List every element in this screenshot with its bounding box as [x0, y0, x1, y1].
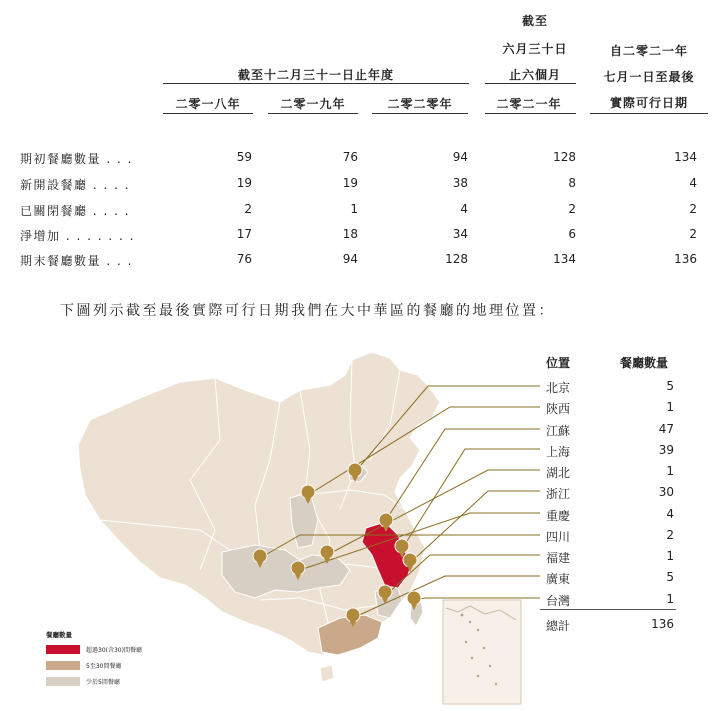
year-header-2019: 二零一九年 [280, 97, 346, 111]
legend-item [46, 659, 166, 673]
cell: 76 [236, 252, 252, 266]
row-label: 期末餐廳數量 . . . [20, 254, 133, 268]
location-count: 2 [666, 528, 674, 542]
cell: 34 [452, 227, 468, 241]
cell: 38 [452, 176, 468, 190]
location-name: 福建 [546, 551, 571, 565]
location-name: 浙江 [546, 487, 571, 501]
location-name: 重慶 [546, 509, 571, 523]
location-name: 台灣 [546, 594, 571, 608]
table-row [0, 252, 723, 272]
location-count: 39 [658, 443, 674, 457]
total-count: 136 [651, 617, 674, 631]
cell: 94 [452, 150, 468, 164]
year-header-2018: 二零一八年 [175, 97, 241, 111]
cell: 4 [689, 176, 697, 190]
col4-header-rule [485, 83, 576, 84]
location-name: 上海 [546, 445, 571, 459]
legend-title: 餐廳數量 [46, 631, 72, 639]
cell: 2 [568, 202, 576, 216]
legend-swatch-red [46, 645, 80, 654]
location-count: 30 [658, 485, 674, 499]
year-header-2020: 二零二零年 [387, 97, 453, 111]
list-item [546, 485, 676, 503]
location-count: 1 [666, 464, 674, 478]
cell: 18 [342, 227, 358, 241]
list-item [546, 422, 676, 440]
total-label: 總計 [546, 619, 571, 633]
cell: 17 [236, 227, 252, 241]
table-row [0, 227, 723, 247]
location-name: 廣東 [546, 572, 571, 586]
list-item [546, 570, 676, 588]
cell: 2 [244, 202, 252, 216]
cell: 6 [568, 227, 576, 241]
total-row [546, 617, 676, 635]
year-rule-2020 [372, 113, 468, 114]
list-item [546, 379, 676, 397]
legend-label: 少於5間餐廳 [86, 679, 120, 686]
list-item [546, 592, 676, 610]
location-name: 江蘇 [546, 424, 571, 438]
col5-header-line3: 實際可行日期 [609, 96, 688, 110]
group-header-rule [163, 83, 469, 84]
col5-header-line1: 自二零二一年 [609, 44, 688, 58]
location-name: 湖北 [546, 466, 571, 480]
location-count: 47 [658, 422, 674, 436]
table-row [0, 150, 723, 170]
location-name: 四川 [546, 530, 571, 544]
row-label: 新開設餐廳 . . . . [20, 178, 131, 192]
table-row [0, 202, 723, 222]
group-header: 截至十二月三十一日止年度 [237, 68, 394, 82]
location-count: 4 [666, 507, 674, 521]
location-name: 陝西 [546, 402, 571, 416]
cell: 2 [689, 227, 697, 241]
legend-item [46, 643, 166, 657]
location-count: 1 [666, 592, 674, 606]
row-label: 淨增加 . . . . . . . [20, 229, 135, 243]
cell: 19 [342, 176, 358, 190]
cell: 1 [350, 202, 358, 216]
cell: 59 [236, 150, 252, 164]
cell: 136 [674, 252, 697, 266]
legend-label: 5至30間餐廳 [86, 663, 122, 670]
count-col-header: 餐廳數量 [620, 356, 669, 370]
list-item [546, 528, 676, 546]
cell: 128 [553, 150, 576, 164]
location-col-header: 位置 [546, 356, 571, 370]
list-item [546, 443, 676, 461]
col4-header-line3: 止六個月 [508, 68, 561, 82]
map-caption: 下圖列示截至最後實際可行日期我們在大中華區的餐廳的地理位置： [60, 303, 555, 319]
year-rule-2021 [485, 113, 576, 114]
location-count: 1 [666, 549, 674, 563]
region-hainan [320, 665, 334, 682]
location-count: 5 [666, 570, 674, 584]
cell: 134 [674, 150, 697, 164]
row-label: 期初餐廳數量 . . . [20, 152, 133, 166]
total-rule [540, 609, 676, 610]
list-item [546, 464, 676, 482]
legend-item [46, 675, 166, 689]
table-row [0, 176, 723, 196]
location-name: 北京 [546, 381, 571, 395]
cell: 8 [568, 176, 576, 190]
cell: 94 [342, 252, 358, 266]
location-count: 5 [666, 379, 674, 393]
year-header-2021: 二零二一年 [496, 97, 562, 111]
cell: 128 [445, 252, 468, 266]
col5-rule [590, 113, 708, 114]
year-rule-2019 [268, 113, 358, 114]
cell: 4 [460, 202, 468, 216]
cell: 76 [342, 150, 358, 164]
cell: 19 [236, 176, 252, 190]
list-item [546, 507, 676, 525]
legend-swatch-grey [46, 677, 80, 686]
col4-header-line1: 截至 [521, 14, 548, 28]
row-label: 已關閉餐廳 . . . . [20, 204, 131, 218]
year-rule-2018 [163, 113, 253, 114]
list-item [546, 549, 676, 567]
cell: 2 [689, 202, 697, 216]
legend-label: 超過30(含30)間餐廳 [86, 647, 142, 654]
location-count: 1 [666, 400, 674, 414]
col4-header-line2: 六月三十日 [502, 42, 568, 56]
cell: 134 [553, 252, 576, 266]
col5-header-line2: 七月一日至最後 [603, 70, 695, 84]
legend-swatch-tan [46, 661, 80, 670]
map-legend [46, 630, 166, 689]
list-item [546, 400, 676, 418]
